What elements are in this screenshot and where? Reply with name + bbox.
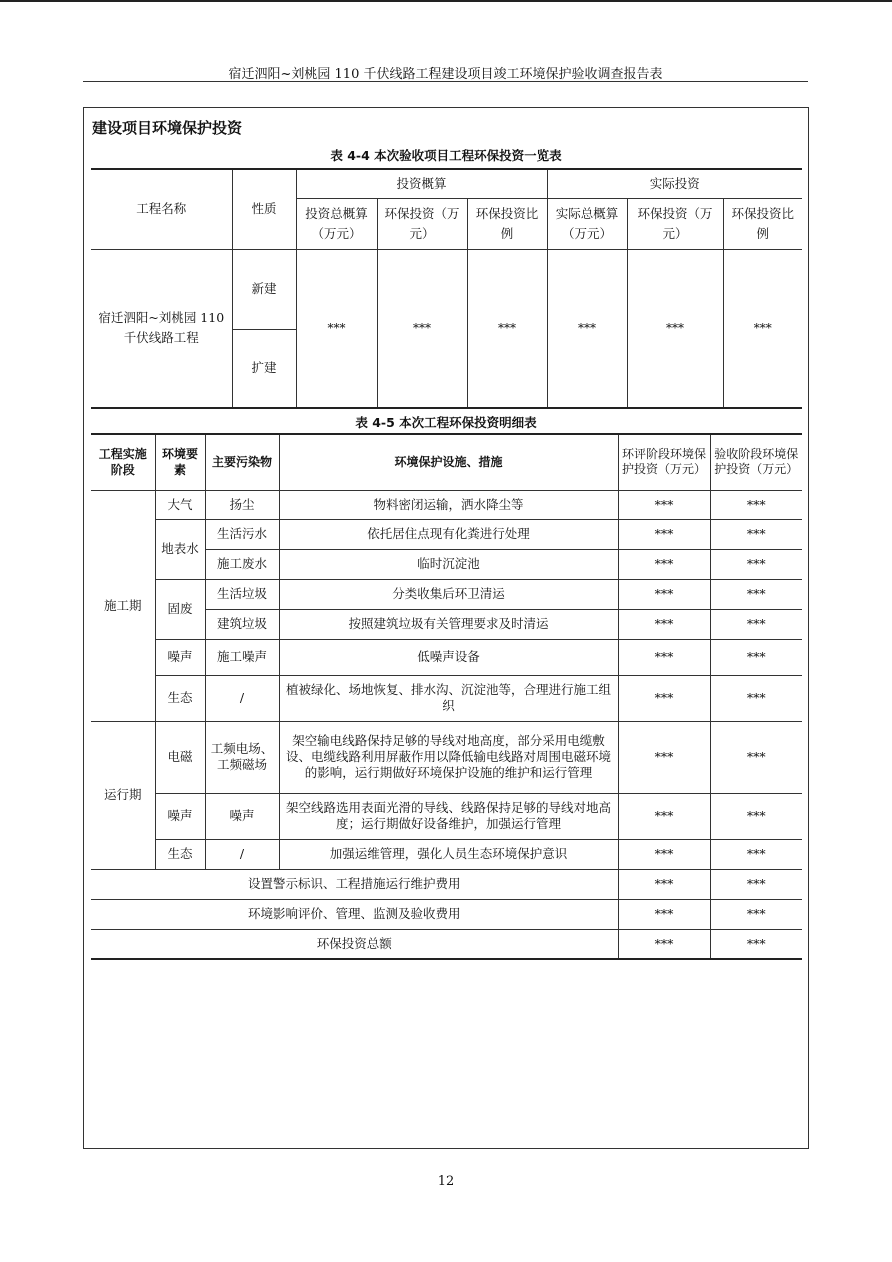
summary-label: 环境影响评价、管理、监测及验收费用 [91,899,618,929]
header-element: 环境要素 [155,434,205,490]
header-stage: 工程实施阶段 [91,434,155,490]
element-cell: 电磁 [155,721,205,793]
header-actual-total: 实际总概算（万元） [547,198,627,249]
measure-cell: 分类收集后环卫清运 [279,579,618,609]
total-eia-value: *** [618,929,710,959]
pollutant-cell: 工频电场、工频磁场 [205,721,279,793]
eia-value: *** [618,675,710,721]
header-budget-total: 投资总概算（万元） [296,198,377,249]
header-pollutant: 主要污染物 [205,434,279,490]
acceptance-value: *** [710,675,802,721]
element-cell: 地表水 [155,519,205,579]
stage-construction: 施工期 [91,490,155,721]
pollutant-cell: 生活污水 [205,519,279,549]
nature-new: 新建 [232,249,296,329]
measure-cell: 植被绿化、场地恢复、排水沟、沉淀池等，合理进行施工组织 [279,675,618,721]
total-acceptance-value: *** [710,929,802,959]
eia-value: *** [618,839,710,869]
element-cell: 固废 [155,579,205,639]
element-cell: 生态 [155,675,205,721]
nature-extension: 扩建 [232,329,296,408]
value-actual-env: *** [627,249,723,408]
summary-label: 设置警示标识、工程措施运行维护费用 [91,869,618,899]
page-top-border [0,0,892,2]
acceptance-value: *** [710,899,802,929]
acceptance-value: *** [710,869,802,899]
total-label: 环保投资总额 [91,929,618,959]
header-nature: 性质 [232,169,296,249]
pollutant-cell: / [205,675,279,721]
header-budget-env: 环保投资（万元） [377,198,467,249]
measure-cell: 架空线路选用表面光滑的导线、线路保持足够的导线对地高度；运行期做好设备维护，加强运行管理 [279,793,618,839]
header-budget: 投资概算 [296,169,547,198]
eia-value: *** [618,869,710,899]
header-actual-env: 环保投资（万元） [627,198,723,249]
pollutant-cell: 施工噪声 [205,639,279,675]
measure-cell: 依托居住点现有化粪进行处理 [279,519,618,549]
acceptance-value: *** [710,839,802,869]
acceptance-value: *** [710,579,802,609]
element-cell: 噪声 [155,793,205,839]
acceptance-value: *** [710,490,802,519]
header-actual-ratio: 环保投资比例 [723,198,802,249]
acceptance-value: *** [710,721,802,793]
acceptance-value: *** [710,793,802,839]
measure-cell: 物料密闭运输，洒水降尘等 [279,490,618,519]
header-actual: 实际投资 [547,169,802,198]
measure-cell: 按照建筑垃圾有关管理要求及时清运 [279,609,618,639]
eia-value: *** [618,793,710,839]
eia-value: *** [618,579,710,609]
pollutant-cell: 生活垃圾 [205,579,279,609]
header-acceptance-investment: 验收阶段环境保护投资（万元） [710,434,802,490]
pollutant-cell: / [205,839,279,869]
eia-value: *** [618,519,710,549]
measure-cell: 架空输电线路保持足够的导线对地高度，部分采用电缆敷设、电缆线路利用屏蔽作用以降低输电线路对周围电磁环境的影响，运行期做好环境保护设施的维护和运行管理 [279,721,618,793]
value-budget-total: *** [296,249,377,408]
element-cell: 生态 [155,839,205,869]
table1-caption: 表 4-4 本次验收项目工程环保投资一览表 [330,148,562,163]
project-name-cell: 宿迁泗阳~刘桃园 110 千伏线路工程 [91,249,232,408]
stage-operation: 运行期 [91,721,155,869]
pollutant-cell: 噪声 [205,793,279,839]
value-budget-ratio: *** [467,249,547,408]
measure-cell: 临时沉淀池 [279,549,618,579]
value-actual-total: *** [547,249,627,408]
header-budget-ratio: 环保投资比例 [467,198,547,249]
table2-caption: 表 4-5 本次工程环保投资明细表 [355,415,537,430]
pollutant-cell: 施工废水 [205,549,279,579]
value-actual-ratio: *** [723,249,802,408]
header-rule [83,81,808,82]
measure-cell: 加强运维管理，强化人员生态环境保护意识 [279,839,618,869]
page-number: 12 [437,1174,455,1189]
pollutant-cell: 建筑垃圾 [205,609,279,639]
value-budget-env: *** [377,249,467,408]
eia-value: *** [618,609,710,639]
eia-value: *** [618,549,710,579]
eia-value: *** [618,639,710,675]
header-project-name: 工程名称 [91,169,232,249]
element-cell: 大气 [155,490,205,519]
report-header: 宿迁泗阳~刘桃园 110 千伏线路工程建设项目竣工环境保护验收调查报告表 [228,67,663,82]
eia-value: *** [618,899,710,929]
measure-cell: 低噪声设备 [279,639,618,675]
eia-value: *** [618,721,710,793]
header-measure: 环境保护设施、措施 [279,434,618,490]
acceptance-value: *** [710,519,802,549]
header-eia-investment: 环评阶段环境保护投资（万元） [618,434,710,490]
element-cell: 噪声 [155,639,205,675]
investment-overview-table [91,168,802,409]
acceptance-value: *** [710,549,802,579]
acceptance-value: *** [710,609,802,639]
eia-value: *** [618,490,710,519]
acceptance-value: *** [710,639,802,675]
investment-detail-table [91,433,802,960]
pollutant-cell: 扬尘 [205,490,279,519]
section-title: 建设项目环境保护投资 [92,119,243,137]
